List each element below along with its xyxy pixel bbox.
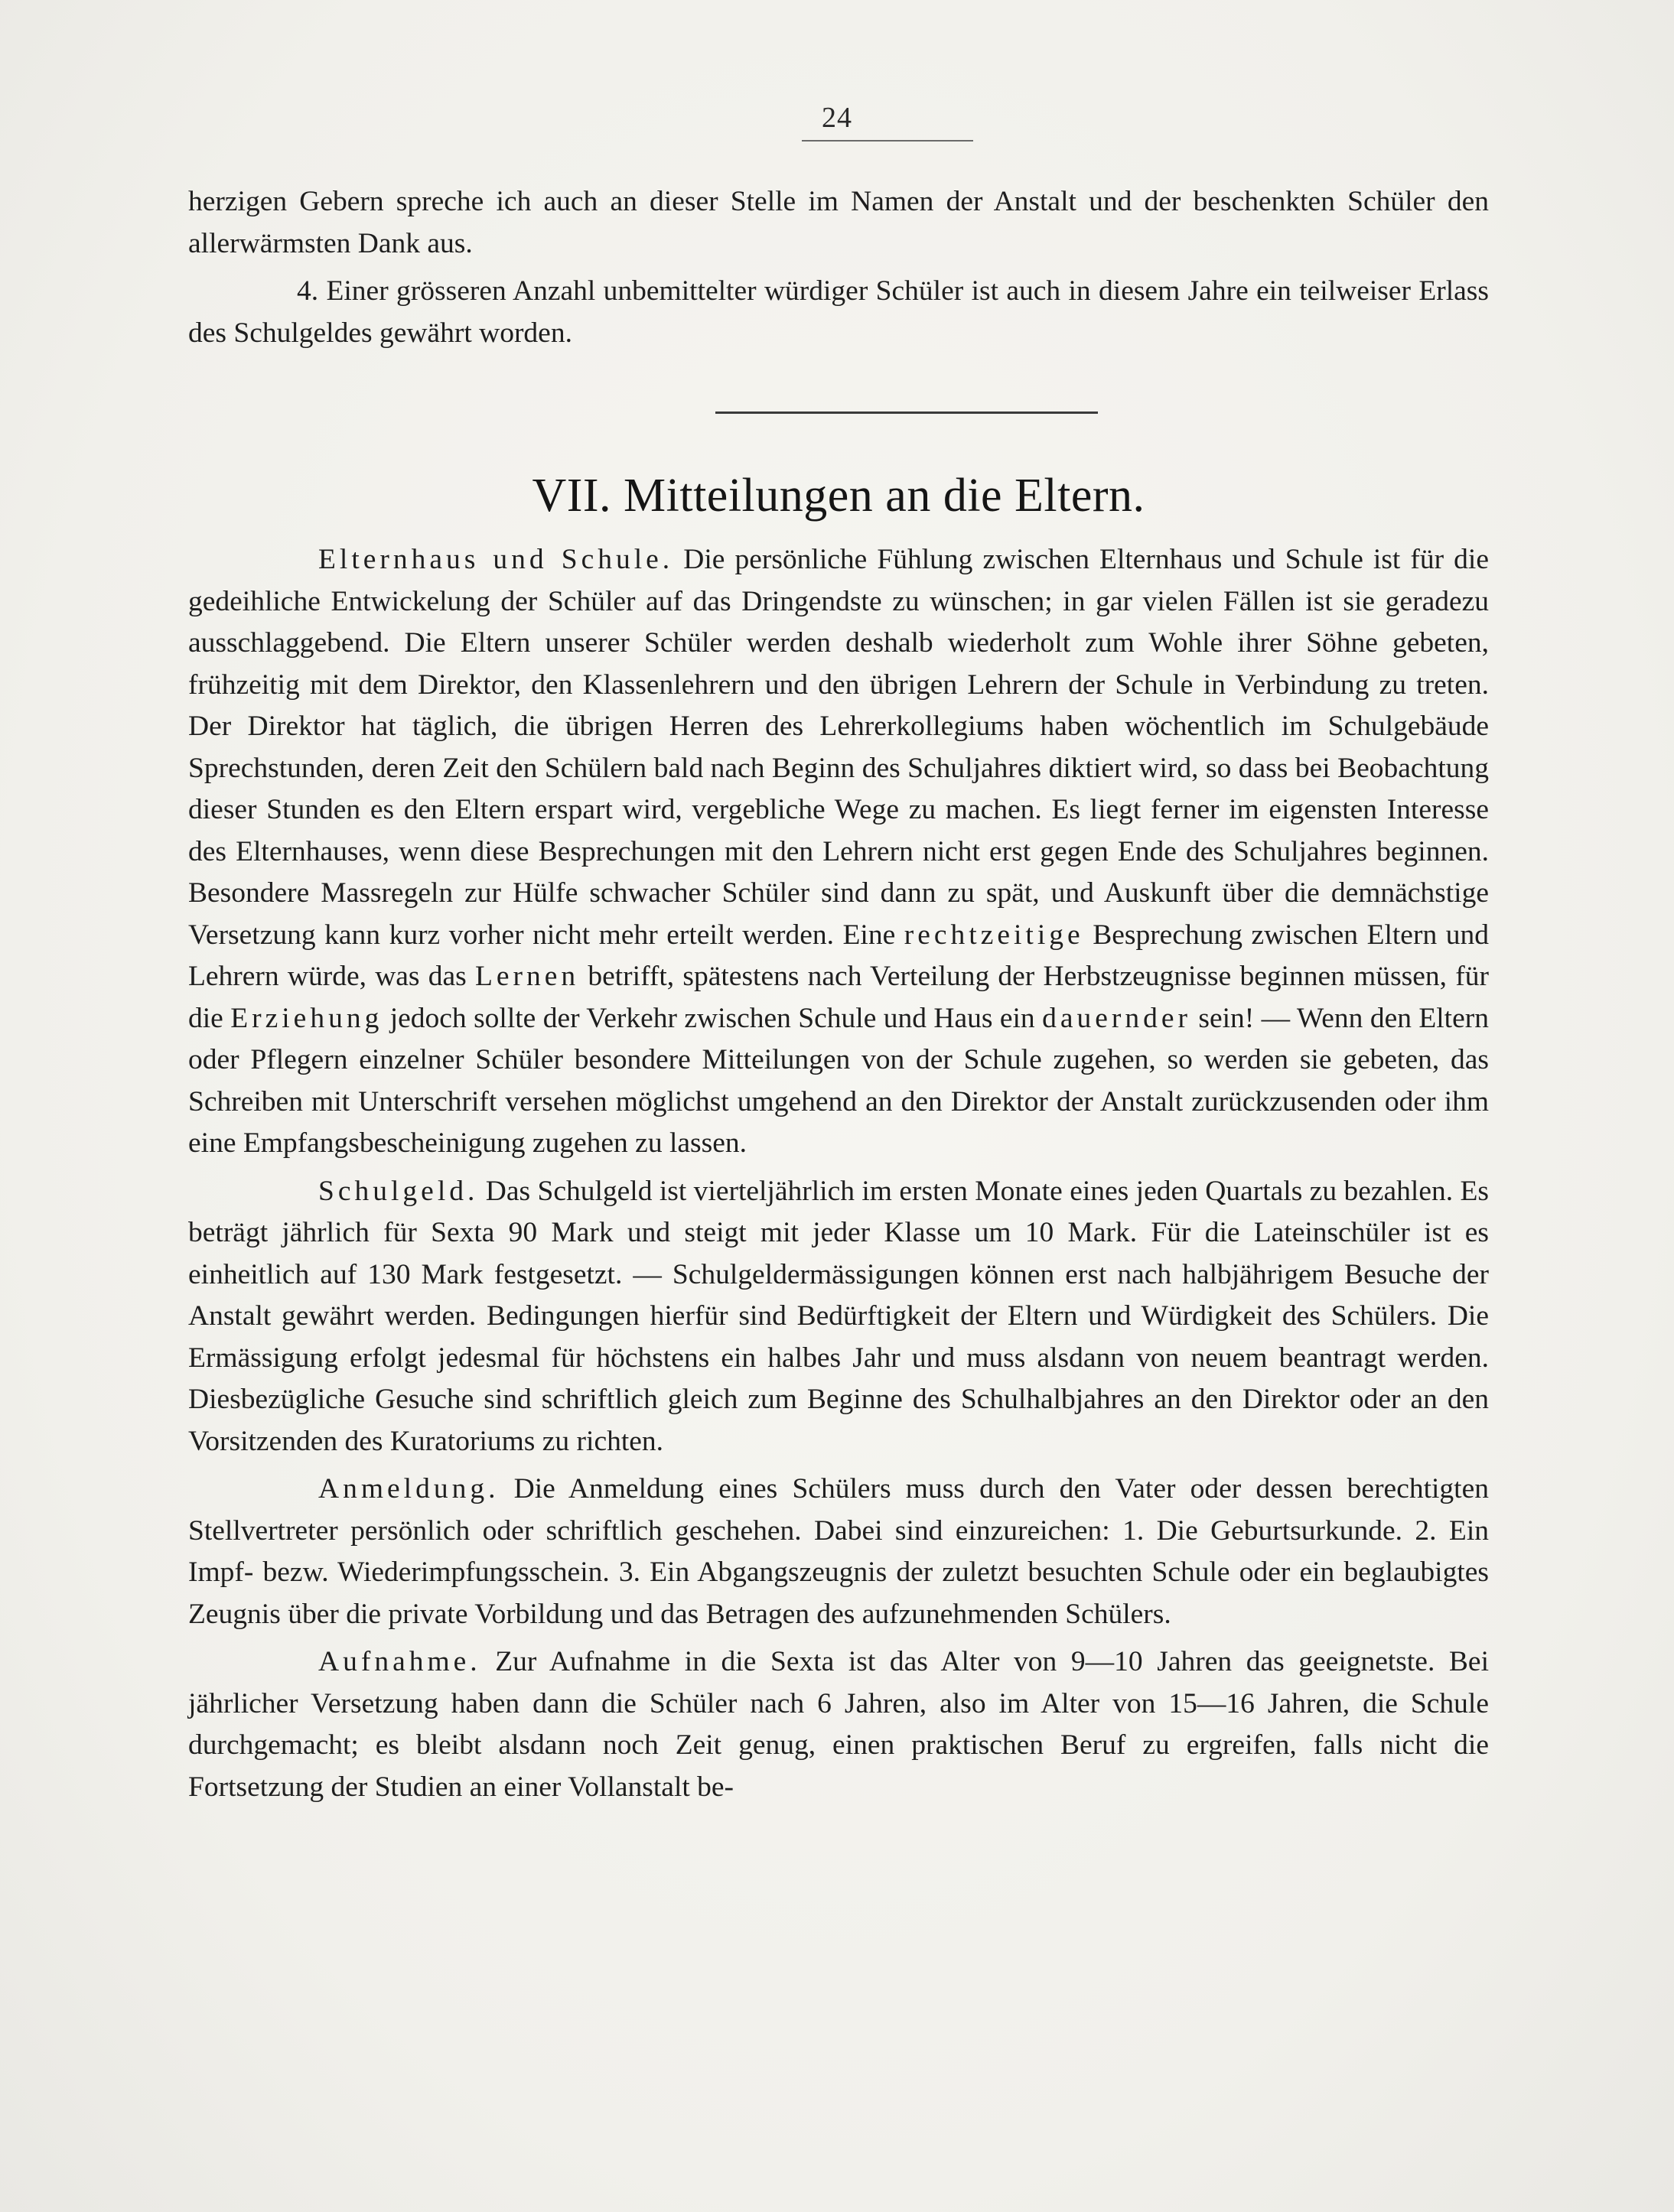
paragraph-text: Besprechung zwischen Eltern und Lehrern würde, was das xyxy=(188,919,1489,992)
emphasis-lernen: Lernen xyxy=(474,961,580,992)
emphasis-dauernder: dauernder xyxy=(1042,1002,1191,1034)
paragraph-text: betrifft, spätestens nach Verteilung der Herbstzeugnisse beginnen müssen, für die xyxy=(188,961,1489,1034)
paragraph-label-schulgeld: Schulgeld. xyxy=(318,1175,479,1207)
paragraph-text: Zur Aufnahme in die Sexta ist das Alter von 9—10 Jahren das geeignetste. Bei jährlicher Versetzung haben dann die Schüler nach 6 Jahren, also im Alter von 15—16 Jahren, die Schule durchgemacht; es bleibt alsdann noch Zeit genug, einen praktischen Beruf zu ergreifen, falls nicht die Fortsetzung der Studien an einer Vollanstalt be- xyxy=(188,1646,1489,1803)
emphasis-erziehung: Erziehung xyxy=(230,1002,383,1034)
emphasis-rechtzeitige: rechtzeitige xyxy=(904,919,1084,951)
paragraph-text: Die persönliche Fühlung zwischen Elternhaus und Schule ist für die gedeihliche Entwickelung der Schüler auf das Dringendste zu wünschen; in gar vielen Fällen ist sie geradezu ausschlaggebend. Die Eltern unserer Schüler werden deshalb wiederholt zum Wohle ihrer Söhne gebeten, frühzeitig mit dem Direktor, den Klassenlehrern und den übrigen Lehrern der Schule in Verbindung zu treten. Der Direktor hat täglich, die übrigen Herren des Lehrerkollegiums haben wöchentlich im Schulgebäude Sprechstunden, deren Zeit den Schülern bald nach Beginn des Schuljahres diktiert wird, so dass bei Beobachtung dieser Stunden es den Eltern erspart wird, vergebliche Wege zu machen. Es liegt ferner im eigensten Interesse des Elternhauses, wenn diese Besprechungen mit den Lehrern nicht erst gegen Ende des Schuljahres beginnen. Besondere Massregeln zur Hülfe schwacher Schüler sind dann zu spät, und Auskunft über die demnächstige Versetzung kann kurz vorher nicht mehr erteilt werden. Eine xyxy=(188,544,1489,951)
paragraph-schulgeld xyxy=(188,1171,1489,1463)
section-divider xyxy=(715,411,1098,414)
paragraph-elternhaus xyxy=(188,539,1489,1165)
paragraph-label-elternhaus: Elternhaus und Schule. xyxy=(318,544,674,575)
paragraph-label-aufnahme: Aufnahme. xyxy=(318,1646,481,1677)
page-number-rule xyxy=(802,140,973,142)
intro-block xyxy=(188,181,1489,354)
section-heading: VII. Mitteilungen an die Eltern. xyxy=(532,470,1145,522)
paragraph-label-anmeldung: Anmeldung. xyxy=(318,1473,500,1504)
intro-paragraph-item-4: 4. Einer grösseren Anzahl unbemittelter würdiger Schüler ist auch in diesem Jahre ein teilweiser Erlass des Schulgeldes gewährt worden. xyxy=(188,275,1489,349)
paragraph-text: Die Anmeldung eines Schülers muss durch den Vater oder dessen berechtigten Stellvertreter persönlich oder schriftlich geschehen. Dabei sind einzureichen: 1. Die Geburtsurkunde. 2. Ein Impf- bezw. Wiederimpfungsschein. 3. Ein Abgangszeugnis der zuletzt besuchten Schule oder ein beglaubigtes Zeugnis über die private Vorbildung und das Betragen des aufzunehmenden Schülers. xyxy=(188,1473,1489,1630)
paragraph-text: sein! — Wenn den Eltern oder Pflegern einzelner Schüler besondere Mitteilungen von der Schule zugehen, so werden sie gebeten, das Schreiben mit Unterschrift versehen möglichst umgehend an den Direktor der Anstalt zurückzusenden oder ihm eine Empfangsbescheinigung zugehen zu lassen. xyxy=(188,1002,1489,1159)
intro-paragraph-continuation: herzigen Gebern spreche ich auch an dieser Stelle im Namen der Anstalt und der beschenkten Schüler den allerwärmsten Dank aus. xyxy=(188,186,1489,259)
section-body xyxy=(188,539,1489,1808)
page-number: 24 xyxy=(822,102,852,134)
paragraph-text: jedoch sollte der Verkehr zwischen Schule und Haus ein xyxy=(383,1002,1043,1034)
paragraph-anmeldung xyxy=(188,1469,1489,1635)
paragraph-text: Das Schulgeld ist vierteljährlich im ersten Monate eines jeden Quartals zu bezahlen. Es beträgt jährlich für Sexta 90 Mark und steigt mit jeder Klasse um 10 Mark. Für die Lateinschüler ist es einheitlich auf 130 Mark festgesetzt. — Schulgeldermässigungen können erst nach halbjährigem Besuche der Anstalt gewährt werden. Bedingungen hierfür sind Bedürftigkeit der Eltern und Würdigkeit des Schülers. Die Ermässigung erfolgt jedesmal für höchstens ein halbes Jahr und muss alsdann von neuem beantragt werden. Diesbezügliche Gesuche sind schriftlich gleich zum Beginne des Schulhalbjahres an den Direktor oder an den Vorsitzenden des Kuratoriums zu richten. xyxy=(188,1175,1489,1457)
paragraph-aufnahme xyxy=(188,1641,1489,1808)
